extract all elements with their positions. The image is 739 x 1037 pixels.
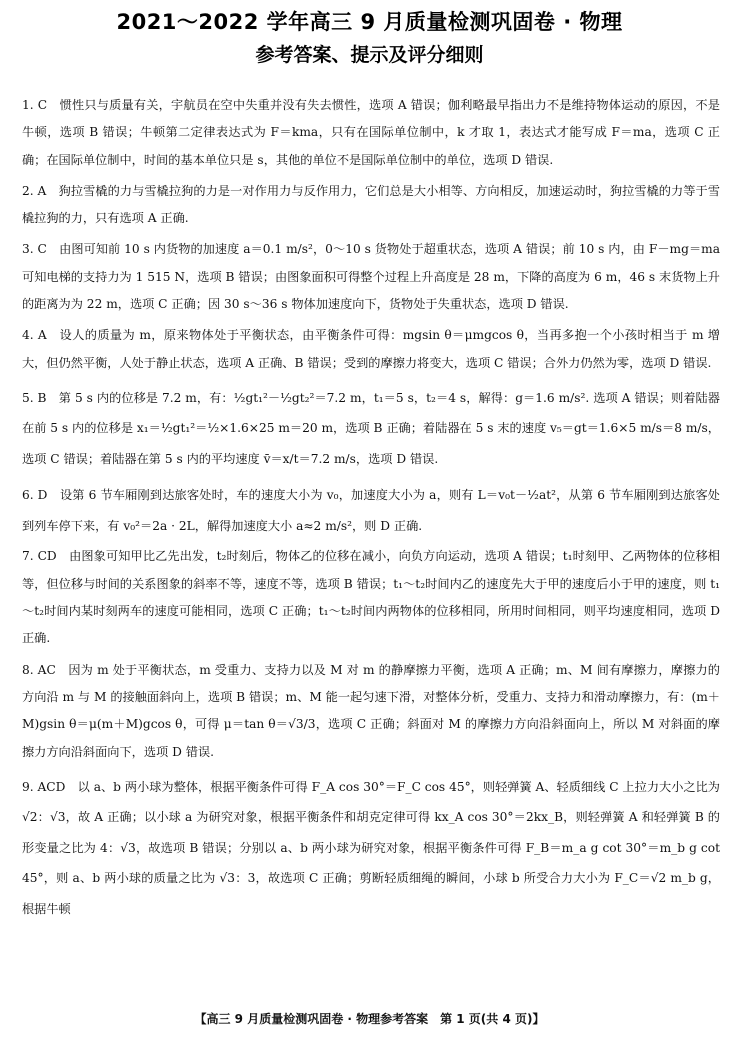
- answer-item-2: 2. A 狗拉雪橇的力与雪橇拉狗的力是一对作用力与反作用力，它们总是大小相等、方向相反，加速运动时，狗拉雪橇的力等于雪橇拉狗的力，只有选项 A 正确.: [22, 183, 720, 226]
- answer-item-9: 9. ACD 以 a、b 两小球为整体，根据平衡条件可得 F_A cos 30°＝F_C cos 45°，则轻弹簧 A、轻质细线 C 上拉力大小之比为 √2：√3，故 A 正确；以小球 a 为研究对象，根据平衡条件和胡克定律可得 kx_A cos 30°＝2kx_B，则轻弹簧 A 和轻弹簧 B 的形变量之比为 4：√3，故选项 B 错误；分别以 a、b 两小球为研究对象，根据平衡条件可得 F_B＝m_a g cot 30°＝m_b g cot 45°，则 a、b 两小球的质量之比为 √3：3，故选项 C 正确；剪断轻质细绳的瞬间，小球 b 所受合力大小为 F_C＝√2 m_b g，根据牛顿: [22, 779, 720, 916]
- answer-item-4: 4. A 设人的质量为 m，原来物体处于平衡状态，由平衡条件可得：mgsin θ＝μmgcos θ，当再多抱一个小孩时相当于 m 增大，但仍然平衡，人处于静止状态，选项 A 正确、B 错误；受到的摩擦力将变大，选项 C 错误；合外力仍然为零，选项 D 错误.: [22, 328, 720, 370]
- answer-item-3: 3. C 由图可知前 10 s 内货物的加速度 a＝0.1 m/s²，0～10 s 货物处于超重状态，选项 A 错误；前 10 s 内，由 F－mg＝ma 可知电梯的支持力为 1 515 N，选项 B 错误；由图象面积可得整个过程上升高度是 28 m，下降的高度为 6 m，46 s 末货物上升的距离为为 22 m，选项 C 正确；因 30 s～36 s 物体加速度向下，货物处于失重状态，选项 D 错误.: [22, 242, 720, 312]
- page-subtitle: 参考答案、提示及评分细则: [255, 44, 484, 66]
- answer-item-7: 7. CD 由图象可知甲比乙先出发，t₂时刻后，物体乙的位移在减小，向负方向运动，选项 A 错误；t₁时刻甲、乙两物体的位移相等，但位移与时间的关系图象的斜率不等，速度不等，选项 B 错误；t₁～t₂时间内乙的速度先大于甲的速度后小于甲的速度，则 t₁～t₂时间内某时刻两车的速度可能相同，选项 C 正确；t₁～t₂时间内两物体的位移相同，所用时间相同，则平均速度相同，选项 D 正确.: [22, 549, 720, 646]
- page-footer: 【高三 9 月质量检测巩固卷 · 物理参考答案 第 1 页(共 4 页)】: [194, 1012, 545, 1026]
- answer-list: [22, 92, 720, 924]
- answer-item-5: 5. B 第 5 s 内的位移是 7.2 m，有：½gt₁²－½gt₂²＝7.2 m，t₁＝5 s，t₂＝4 s，解得：g＝1.6 m/s². 选项 A 错误；则着陆器在前 5 s 内的位移是 x₁＝½gt₁²＝½×1.6×25 m＝20 m，选项 B 正确；着陆器在 5 s 末的速度 v₅＝gt＝1.6×5 m/s＝8 m/s，选项 C 错误；着陆器在第 5 s 内的平均速度 v̄＝x/t＝7.2 m/s，选项 D 错误.: [22, 390, 720, 466]
- page-title: 2021～2022 学年高三 9 月质量检测巩固卷 · 物理: [116, 10, 623, 34]
- answer-item-6: 6. D 设第 6 节车厢刚到达旅客处时，车的速度大小为 v₀，加速度大小为 a，则有 L＝v₀t－½at²，从第 6 节车厢刚到达旅客处到列车停下来，有 v₀²＝2a · 2L，解得加速度大小 a≈2 m/s²，则 D 正确.: [22, 488, 720, 533]
- answer-item-1: 1. C 惯性只与质量有关，宇航员在空中失重并没有失去惯性，选项 A 错误；伽利略最早指出力不是维持物体运动的原因，不是牛顿，选项 B 错误；牛顿第二定律表达式为 F＝kma，只有在国际单位制中，k 才取 1，表达式才能写成 F＝ma，选项 C 正确；在国际单位制中，时间的基本单位只是 s，其他的单位不是国际单位制中的单位，选项 D 错误.: [22, 98, 720, 167]
- answer-item-8: 8. AC 因为 m 处于平衡状态，m 受重力、支持力以及 M 对 m 的静摩擦力平衡，选项 A 正确；m、M 间有摩擦力，摩擦力的方向沿 m 与 M 的接触面斜向上，选项 B 错误；m、M 能一起匀速下滑，对整体分析，受重力、支持力和滑动摩擦力，有：(m＋M)gsin θ＝μ(m＋M)gcos θ，可得 μ＝tan θ＝√3/3，选项 C 正确；斜面对 M 的摩擦力方向沿斜面向上，所以 M 对斜面的摩擦力方向沿斜面向下，选项 D 错误.: [22, 662, 720, 759]
